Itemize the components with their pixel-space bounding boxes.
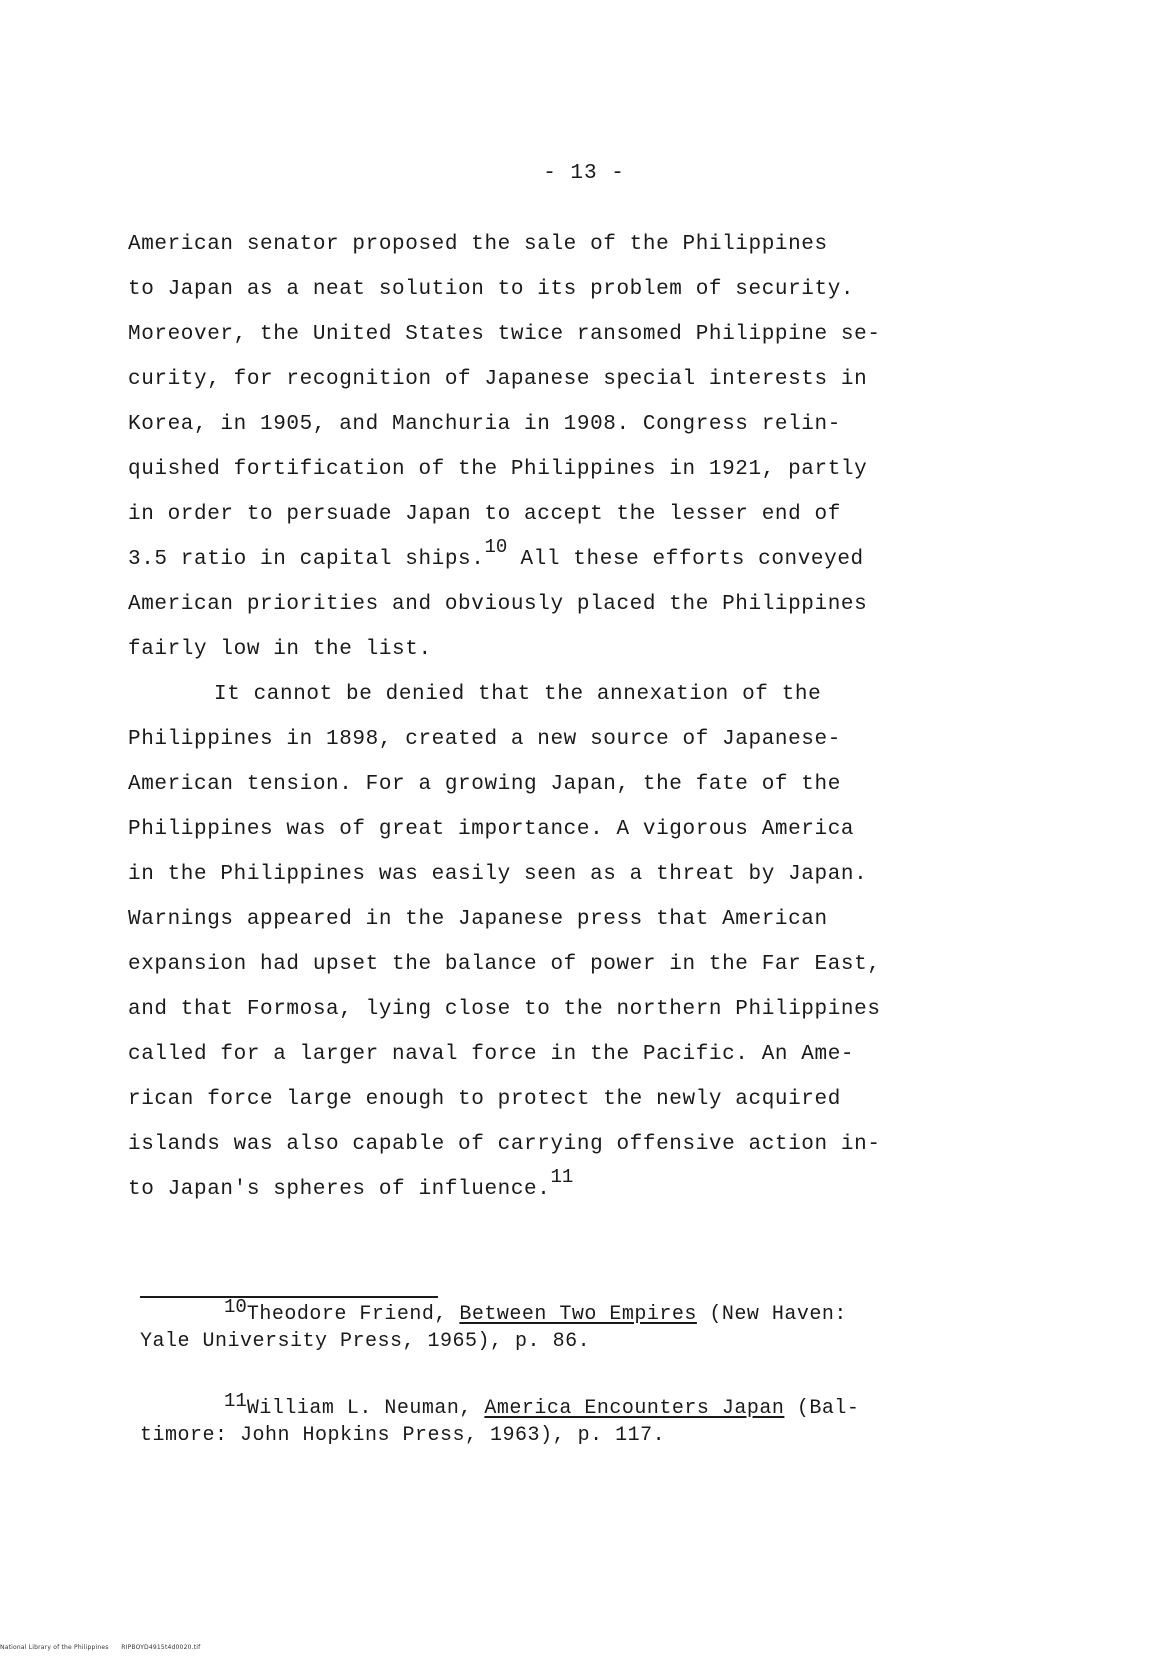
body-line: Philippines in 1898, created a new source of Japanese- [128,728,841,751]
body-line-text: to Japan's spheres of influence. [128,1178,551,1201]
footnote-title: America Encounters Japan [484,1397,785,1420]
library-name: National Library of the Philippines [0,1644,109,1651]
footnote-11-continuation: timore: John Hopkins Press, 1963), p. 117. [140,1424,666,1447]
body-line: Philippines was of great importance. A vigorous America [128,818,855,841]
body-line: fairly low in the list. [128,638,432,661]
footnote-10-continuation: Yale University Press, 1965), p. 86. [140,1330,591,1353]
body-line-text: All these efforts conveyed [507,548,864,571]
footnote-title: Between Two Empires [459,1303,697,1326]
body-line: called for a larger naval force in the Pacific. An Ame- [128,1043,855,1066]
body-line: expansion had upset the balance of power in the Far East, [128,953,881,976]
body-line: in order to persuade Japan to accept the lesser end of [128,503,841,526]
footnote-ref-11: 11 [550,1166,574,1188]
footnote-divider [140,1296,438,1298]
footnote-11 [140,1390,960,1422]
body-line: in the Philippines was easily seen as a threat by Japan. [128,863,868,886]
body-line: rican force large enough to protect the newly acquired [128,1088,841,1111]
body-line-text: 3.5 ratio in capital ships. [128,548,485,571]
body-text [128,222,948,1212]
body-line: Moreover, the United States twice ransomed Philippine se- [128,323,881,346]
footnote-publisher: (New Haven: [696,1303,847,1326]
body-line [128,1167,948,1212]
footnote-mark: 10 [224,1296,247,1318]
body-line: islands was also capable of carrying offensive action in- [128,1133,881,1156]
footnote-mark: 11 [224,1390,247,1412]
library-stamp [0,1644,200,1651]
body-line: quished fortification of the Philippines in 1921, partly [128,458,868,481]
file-id: RIPBOYD4915t4d0020.tif [121,1644,201,1651]
body-line [128,537,948,582]
body-line: Korea, in 1905, and Manchuria in 1908. Congress relin- [128,413,841,436]
body-line: American tension. For a growing Japan, the fate of the [128,773,841,796]
footnote-author: William L. Neuman, [246,1397,485,1420]
footnotes [140,1296,960,1450]
page-number: - 13 - [543,162,625,185]
footnote-publisher: (Bal- [784,1397,860,1420]
body-line: American senator proposed the sale of the Philippines [128,233,828,256]
body-line: and that Formosa, lying close to the northern Philippines [128,998,881,1021]
footnote-10 [140,1296,960,1328]
body-line: curity, for recognition of Japanese special interests in [128,368,868,391]
footnote-ref-10: 10 [484,536,508,558]
paragraph-start: It cannot be denied that the annexation of the [214,683,822,706]
body-line: American priorities and obviously placed the Philippines [128,593,868,616]
body-line: Warnings appeared in the Japanese press that American [128,908,828,931]
body-line: to Japan as a neat solution to its problem of security. [128,278,855,301]
footnote-author: Theodore Friend, [246,1303,460,1326]
